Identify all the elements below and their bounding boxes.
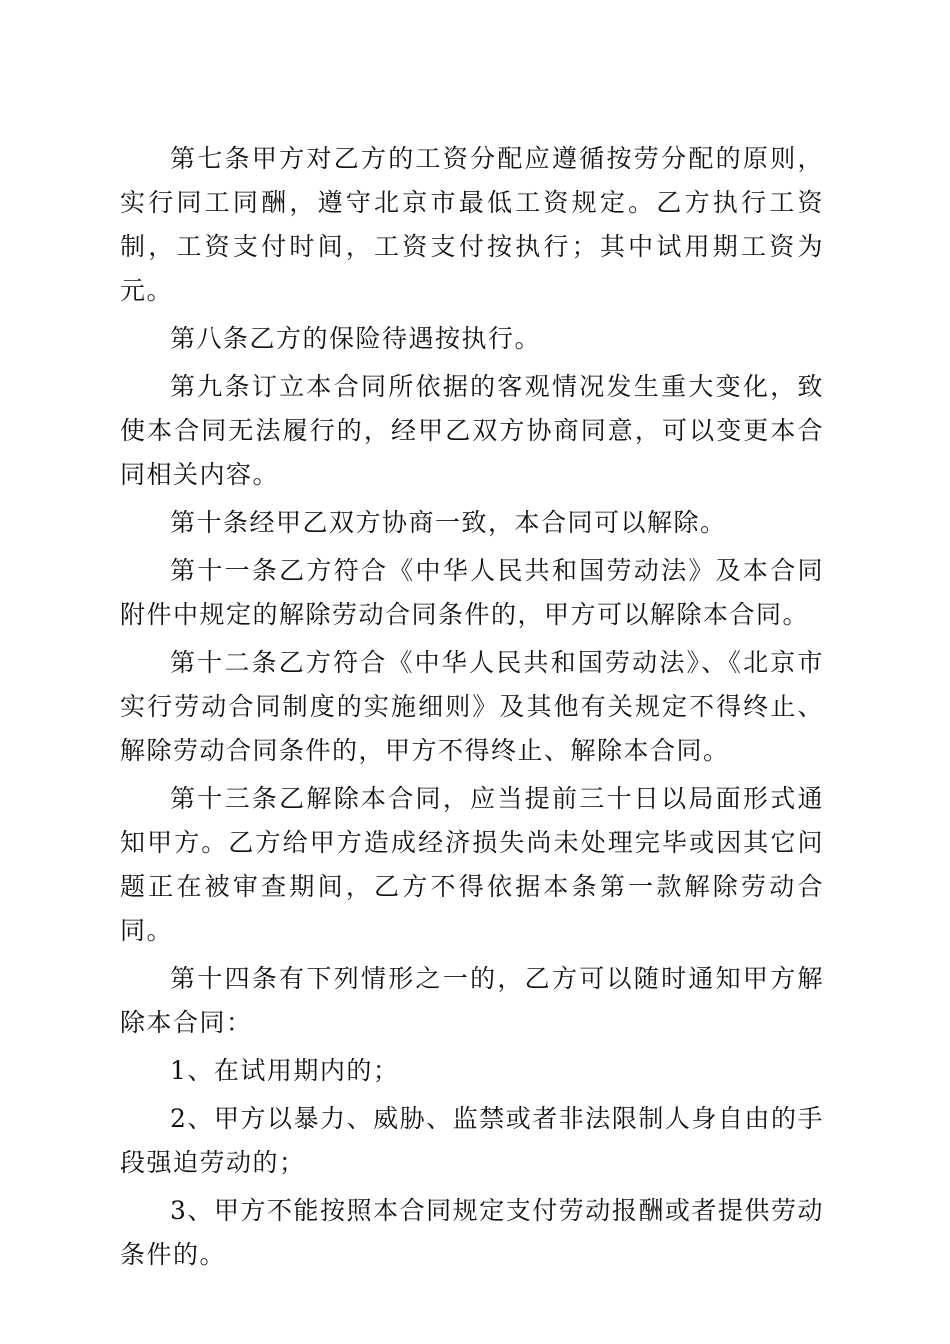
article-7-paragraph: 第七条甲方对乙方的工资分配应遵循按劳分配的原则，实行同工同酬，遵守北京市最低工资规定。乙方执行工资制，工资支付时间，工资支付按执行；其中试用期工资为元。 <box>120 144 824 305</box>
list-item-2: 2、甲方以暴力、威胁、监禁或者非法限制人身自由的手段强迫劳动的； <box>120 1104 824 1177</box>
article-10-paragraph: 第十条经甲乙双方协商一致，本合同可以解除。 <box>170 508 727 537</box>
list-item-3: 3、甲方不能按照本合同规定支付劳动报酬或者提供劳动条件的。 <box>120 1196 824 1269</box>
article-11-paragraph: 第十一条乙方符合《中华人民共和国劳动法》及本合同附件中规定的解除劳动合同条件的，甲方可以解除本合同。 <box>120 556 824 629</box>
article-13-paragraph: 第十三条乙解除本合同，应当提前三十日以局面形式通知甲方。乙方给甲方造成经济损失尚未处理完毕或因其它问题正在被审查期间，乙方不得依据本条第一款解除劳动合同。 <box>120 784 824 945</box>
article-8-paragraph: 第八条乙方的保险待遇按执行。 <box>170 324 542 353</box>
article-12-paragraph: 第十二条乙方符合《中华人民共和国劳动法》、《北京市实行劳动合同制度的实施细则》及其他有关规定不得终止、解除劳动合同条件的，甲方不得终止、解除本合同。 <box>120 648 824 765</box>
document-body <box>120 137 824 1281</box>
article-14-paragraph: 第十四条有下列情形之一的，乙方可以随时通知甲方解除本合同： <box>120 964 824 1037</box>
article-9-paragraph: 第九条订立本合同所依据的客观情况发生重大变化，致使本合同无法履行的，经甲乙双方协商同意，可以变更本合同相关内容。 <box>120 372 824 489</box>
list-item-1: 1、在试用期内的； <box>170 1056 400 1085</box>
